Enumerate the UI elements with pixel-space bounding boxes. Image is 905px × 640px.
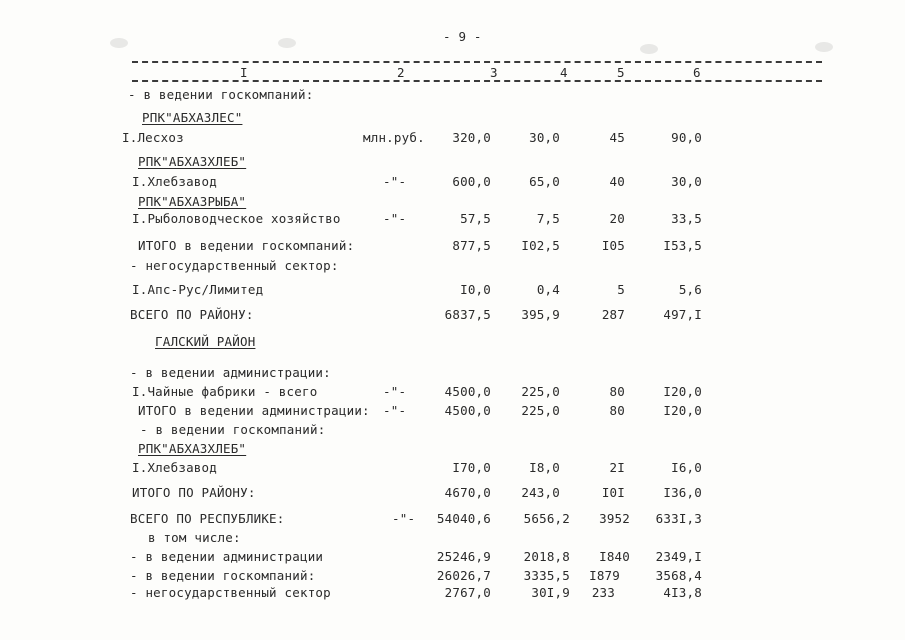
cell-col5: 45 — [609, 130, 625, 145]
cell-col4: 395,9 — [521, 307, 560, 322]
row-label: - в ведении госкомпаний: — [140, 422, 326, 437]
cell-col4: 243,0 — [521, 485, 560, 500]
row-label: ИТОГО в ведении администрации: — [138, 403, 370, 418]
header-bottom-rule — [132, 80, 822, 82]
cell-col5: I840 — [599, 549, 630, 564]
smudge-mark — [110, 38, 128, 48]
cell-col6: 4I3,8 — [663, 585, 702, 600]
cell-col5: 80 — [609, 384, 625, 399]
column-header-6: 6 — [693, 65, 701, 80]
cell-col4: 2018,8 — [523, 549, 570, 564]
cell-col6: 633I,3 — [655, 511, 702, 526]
cell-col6: I20,0 — [663, 403, 702, 418]
row-unit: -"- — [383, 384, 407, 399]
cell-col4: 65,0 — [529, 174, 560, 189]
cell-col3: 320,0 — [452, 130, 491, 145]
cell-col5: 287 — [601, 307, 625, 322]
cell-col4: 30I,9 — [531, 585, 570, 600]
cell-col5: 233 — [591, 585, 615, 600]
row-label: ИТОГО в ведении госкомпаний: — [138, 238, 355, 253]
row-label: РПК"АБХАЗЛЕС" — [142, 110, 243, 125]
cell-col4: I8,0 — [529, 460, 560, 475]
cell-col6: 3568,4 — [655, 568, 702, 583]
cell-col4: 30,0 — [529, 130, 560, 145]
cell-col4: 5656,2 — [523, 511, 570, 526]
column-header-4: 4 — [560, 65, 568, 80]
cell-col6: 30,0 — [671, 174, 702, 189]
row-label: - в ведении администрации: — [130, 365, 331, 380]
cell-col3: 2767,0 — [444, 585, 491, 600]
cell-col6: 33,5 — [671, 211, 702, 226]
cell-col4: 225,0 — [521, 403, 560, 418]
cell-col5: 80 — [609, 403, 625, 418]
row-label: I.Чайные фабрики - всего — [132, 384, 318, 399]
smudge-mark — [815, 42, 833, 52]
cell-col6: 2349,I — [655, 549, 702, 564]
cell-col3: 600,0 — [452, 174, 491, 189]
cell-col4: 0,4 — [536, 282, 560, 297]
cell-col4: 225,0 — [521, 384, 560, 399]
cell-col3: 6837,5 — [444, 307, 491, 322]
row-label: РПК"АБХАЗХЛЕБ" — [138, 154, 247, 169]
row-label: ВСЕГО ПО РАЙОНУ: — [130, 307, 254, 322]
column-header-2: 2 — [397, 65, 405, 80]
cell-col5: 3952 — [599, 511, 630, 526]
cell-col3: I0,0 — [460, 282, 491, 297]
section-heading: ГАЛСКИЙ РАЙОН — [155, 334, 256, 349]
row-unit: -"- — [383, 211, 407, 226]
column-header-3: 3 — [490, 65, 498, 80]
cell-col6: I6,0 — [671, 460, 702, 475]
cell-col6: 90,0 — [671, 130, 702, 145]
cell-col5: 5 — [617, 282, 625, 297]
cell-col3: 4500,0 — [444, 384, 491, 399]
row-label: ВСЕГО ПО РЕСПУБЛИКЕ: — [130, 511, 285, 526]
row-label: - в ведении госкомпаний: — [130, 568, 316, 583]
cell-col5: I05 — [601, 238, 625, 253]
cell-col6: I20,0 — [663, 384, 702, 399]
row-label: I.Апс-Рус/Лимитед — [132, 282, 264, 297]
row-label: I.Хлебзавод — [132, 460, 217, 475]
cell-col5: I879 — [589, 568, 620, 583]
column-header-5: 5 — [617, 65, 625, 80]
cell-col3: 4670,0 — [444, 485, 491, 500]
cell-col6: 497,I — [663, 307, 702, 322]
column-header-1: I — [240, 65, 248, 80]
row-label: РПК"АБХАЗХЛЕБ" — [138, 441, 247, 456]
cell-col4: 3335,5 — [523, 568, 570, 583]
cell-col3: 877,5 — [452, 238, 491, 253]
cell-col6: I36,0 — [663, 485, 702, 500]
row-label: - негосударственный сектор — [130, 585, 331, 600]
row-label: в том числе: — [148, 530, 241, 545]
row-unit: -"- — [383, 174, 407, 189]
row-label: - в ведении госкомпаний: — [128, 87, 314, 102]
row-label: - в ведении администрации — [130, 549, 324, 564]
smudge-mark — [640, 44, 658, 54]
cell-col5: I0I — [601, 485, 625, 500]
row-label: - негосударственный сектор: — [130, 258, 339, 273]
page-number: - 9 - — [443, 29, 482, 44]
row-label: I.Лесхоз — [122, 130, 184, 145]
row-unit: млн.руб. — [363, 130, 425, 145]
cell-col3: I70,0 — [452, 460, 491, 475]
smudge-mark — [278, 38, 296, 48]
cell-col4: I02,5 — [521, 238, 560, 253]
cell-col3: 25246,9 — [436, 549, 491, 564]
cell-col5: 2I — [609, 460, 625, 475]
cell-col3: 4500,0 — [444, 403, 491, 418]
row-unit: -"- — [392, 511, 416, 526]
row-label: I.Рыболоводческое хозяйство — [132, 211, 341, 226]
cell-col4: 7,5 — [536, 211, 560, 226]
row-label: ИТОГО ПО РАЙОНУ: — [132, 485, 256, 500]
row-unit: -"- — [383, 403, 407, 418]
cell-col5: 20 — [609, 211, 625, 226]
cell-col3: 26026,7 — [436, 568, 491, 583]
row-label: I.Хлебзавод — [132, 174, 217, 189]
cell-col6: 5,6 — [678, 282, 702, 297]
row-label: РПК"АБХАЗРЫБА" — [138, 194, 247, 209]
cell-col5: 40 — [609, 174, 625, 189]
cell-col3: 54040,6 — [436, 511, 491, 526]
header-top-rule — [132, 61, 822, 63]
cell-col6: I53,5 — [663, 238, 702, 253]
cell-col3: 57,5 — [460, 211, 491, 226]
